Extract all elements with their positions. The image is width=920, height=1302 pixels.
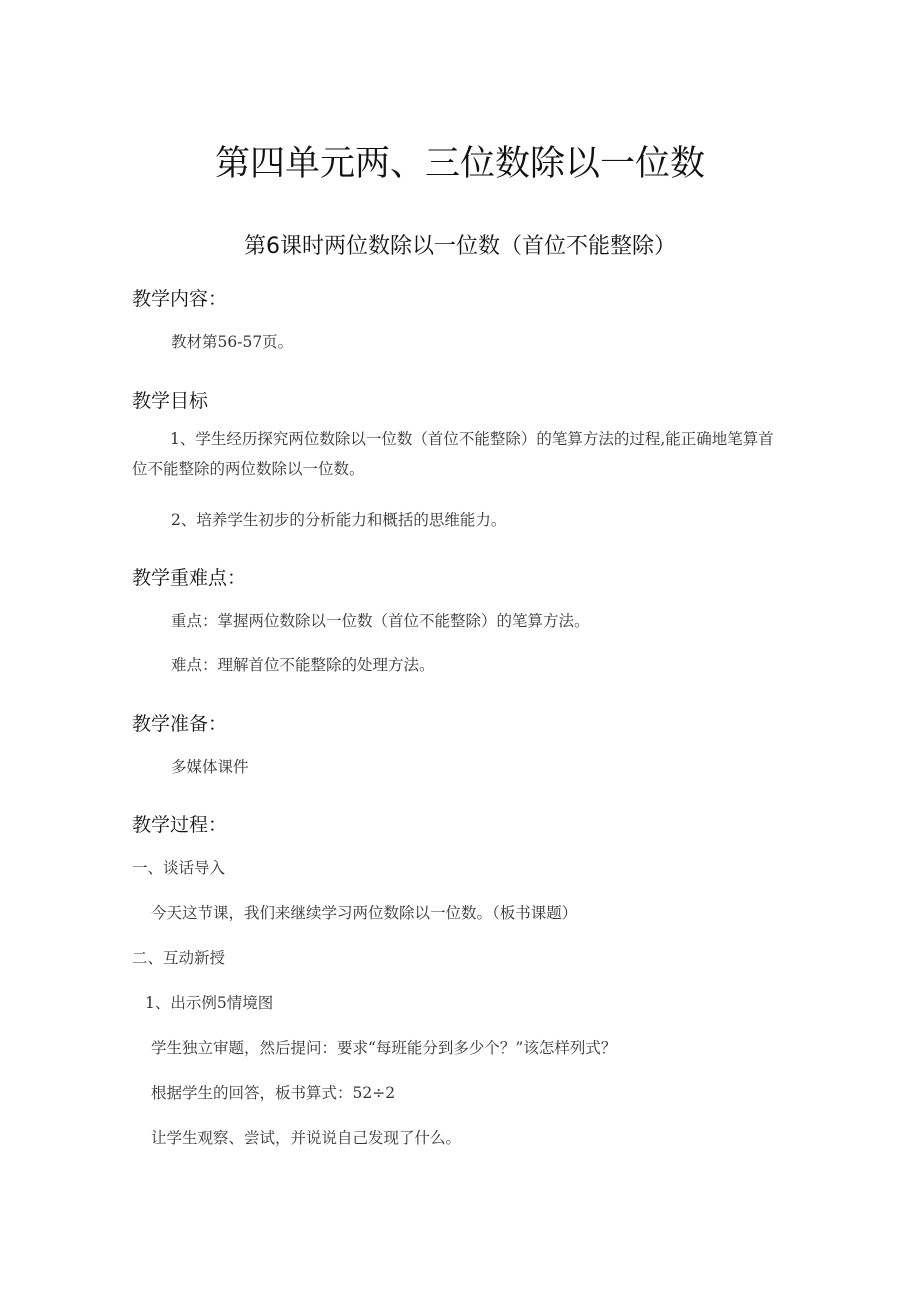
process-part2-title: 二、互动新授 [132,949,226,967]
difficult-point-text: 难点：理解首位不能整除的处理方法。 [171,656,435,674]
section-heading-content: 教学内容： [132,288,228,310]
process-step-1: 1、出示例5情境图 [145,994,274,1012]
goal-item-1: 1、学生经历探究两位数除以一位数（首位不能整除）的笔算方法的过程,能正确地笔算首位不能整除的两位数除以一位数。 [132,430,774,478]
process-part1-title: 一、谈话导入 [132,859,226,877]
key-point-text: 重点：掌握两位数除以一位数（首位不能整除）的笔算方法。 [171,612,590,630]
process-line-2: 根据学生的回答，板书算式：52÷2 [151,1084,396,1102]
section-heading-process: 教学过程： [132,814,228,836]
lesson-title: 第6课时两位数除以一位数（首位不能整除） [244,234,676,259]
process-part1-text: 今天这节课，我们来继续学习两位数除以一位数。（板书课题） [151,904,578,922]
document-title: 第四单元两、三位数除以一位数 [214,144,705,184]
preparation-text: 多媒体课件 [171,758,249,776]
content-text: 教材第56-57页。 [171,333,294,351]
section-heading-goals: 教学目标 [132,390,209,412]
process-line-1: 学生独立审题，然后提问：要求“每班能分到多少个？”该怎样列式？ [151,1039,617,1057]
section-heading-key-points: 教学重难点： [132,567,247,589]
process-line-3: 让学生观察、尝试，并说说自己发现了什么。 [151,1129,462,1147]
goal-item-2: 2、培养学生初步的分析能力和概括的思维能力。 [171,511,507,529]
section-heading-preparation: 教学准备： [132,713,228,735]
